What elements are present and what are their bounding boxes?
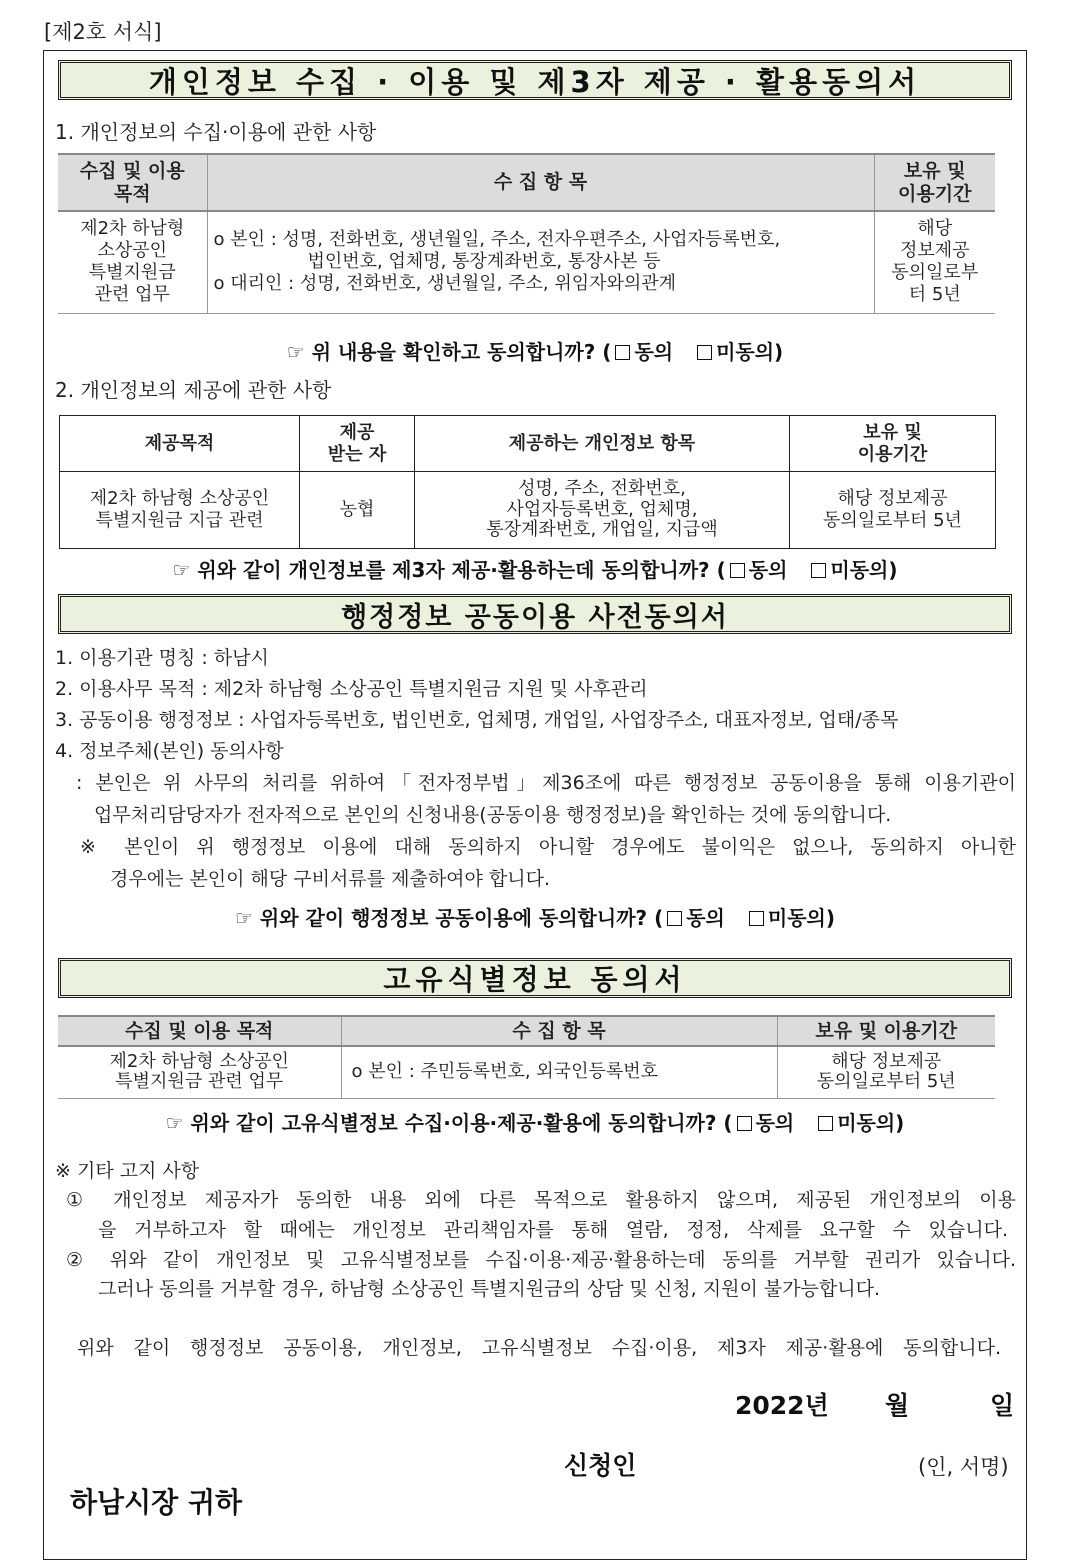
disagree-label-1: 미동의): [716, 340, 784, 364]
admin-consent-line-2: 업무처리담당자가 전자적으로 본인의 신청내용(공동이용 행정정보)을 확인하는 것에 동의합니다.: [94, 804, 892, 826]
admin-note-line-2: 경우에는 본인이 해당 구비서류를 제출하여야 합니다.: [110, 868, 551, 890]
confirm-collection-use: [43, 336, 1027, 365]
date-year: 2022년: [735, 1391, 829, 1420]
disagree-checkbox-2[interactable]: [811, 563, 826, 578]
provision-section-title: 2. 개인정보의 제공에 관한 사항: [55, 378, 332, 402]
disagree-checkbox-3[interactable]: [749, 911, 764, 926]
self-items-prefix: o 본인 :: [213, 229, 283, 251]
agent-items: o 대리인 : 성명, 전화번호, 생년월일, 주소, 위임자와의관계: [213, 273, 677, 295]
uid-period-header: 보유 및 이용기간: [777, 1016, 995, 1046]
admin-line-2: 2. 이용사무 목적 : 제2차 하남형 소상공인 특별지원금 지원 및 사후관리: [55, 678, 648, 700]
notice-title: ※ 기타 고지 사항: [55, 1160, 200, 1182]
applicant-label: 신청인: [564, 1451, 637, 1480]
recipient-header: 제공 받는 자: [300, 416, 415, 472]
collection-use-table: [58, 153, 995, 314]
agree-label-2: 동의: [748, 558, 788, 582]
notice-item2-line2: 그러나 동의를 거부할 경우, 하남형 소상공인 특별지원금의 상담 및 신청, 지원이 불가능합니다.: [98, 1278, 881, 1300]
admin-line-1: 1. 이용기관 명칭 : 하남시: [55, 647, 269, 669]
purpose-cell: 제2차 하남형 소상공인 특별지원금 관련 업무: [58, 211, 207, 313]
admin-line-4: 4. 정보주체(본인) 동의사항: [55, 740, 284, 762]
agree-label-1: 동의: [634, 340, 674, 364]
notice-item1-line1: ① 개인정보 제공자가 동의한 내용 외에 다른 목적으로 활용하지 않으며, 제공된 개인정보의 이용: [66, 1189, 1016, 1211]
personal-info-consent-banner: 개인정보 수집 · 이용 및 제3자 제공 · 활용동의서: [58, 60, 1012, 100]
agree-checkbox-1[interactable]: [615, 345, 630, 360]
provision-period-header: 보유 및 이용기간: [790, 416, 996, 472]
notice-item2-line1: ② 위와 같이 개인정보 및 고유식별정보를 수집·이용·제공·활용하는데 동의를 거부할 권리가 있습니다.: [66, 1249, 1016, 1271]
admin-info-consent-banner: 행정정보 공동이용 사전동의서: [58, 594, 1012, 634]
disagree-label-2: 미동의): [830, 558, 898, 582]
purpose-header: 수집 및 이용 목적: [58, 154, 207, 211]
admin-consent-line-1: : 본인은 위 사무의 처리를 위하여「전자정부법」제36조에 따른 행정정보 공동이용을 통해 이용기관이: [76, 772, 1016, 794]
admin-line-3: 3. 공동이용 행정정보 : 사업자등록번호, 법인번호, 업체명, 개업일, 사업장주소, 대표자정보, 업태/종목: [55, 709, 899, 731]
date-day: 일: [990, 1391, 1015, 1420]
unique-id-table: [58, 1015, 995, 1099]
notice-item1-line2: 을 거부하고자 할 때에는 개인정보 관리책임자를 통해 열람, 정정, 삭제를 요구할 수 있습니다.: [98, 1219, 1008, 1241]
confirm-admin-info: [43, 902, 1027, 931]
provision-purpose-header: 제공목적: [60, 416, 300, 472]
uid-period-cell: 해당 정보제공 동의일로부터 5년: [777, 1046, 995, 1098]
agree-label-3: 동의: [686, 906, 725, 930]
period-header: 보유 및 이용기간: [874, 154, 995, 211]
unique-id-consent-banner: 고유식별정보 동의서: [58, 958, 1012, 998]
agree-checkbox-4[interactable]: [737, 1116, 752, 1131]
confirm-unique-id-text: ☞ 위와 같이 고유식별정보 수집·이용·제공·활용에 동의합니까? (: [165, 1111, 733, 1135]
provided-items-header: 제공하는 개인정보 항목: [415, 416, 790, 472]
provided-items-cell: 성명, 주소, 전화번호, 사업자등록번호, 업체명, 통장계좌번호, 개업일, 지급액: [415, 472, 790, 549]
confirm-admin-info-text: ☞ 위와 같이 행정정보 공동이용에 동의합니까? (: [235, 906, 664, 930]
uid-items-cell: o 본인 : 주민등록번호, 외국인등록번호: [341, 1046, 777, 1098]
recipient-cell: 농협: [300, 472, 415, 549]
recipient-address: 하남시장 귀하: [70, 1486, 243, 1519]
uid-items-header: 수 집 항 목: [341, 1016, 777, 1046]
agree-label-4: 동의: [755, 1111, 795, 1135]
confirm-collection-use-text: ☞ 위 내용을 확인하고 동의합니까? (: [286, 340, 612, 364]
agree-checkbox-3[interactable]: [667, 911, 682, 926]
self-items-line2: 법인번호, 업체명, 통장계좌번호, 통장사본 등: [307, 251, 661, 273]
agree-checkbox-2[interactable]: [730, 563, 745, 578]
confirm-third-party-text: ☞ 위와 같이 개인정보를 제3자 제공·활용하는데 동의합니까? (: [172, 558, 726, 582]
disagree-checkbox-4[interactable]: [818, 1116, 833, 1131]
self-items-line1: 성명, 전화번호, 생년월일, 주소, 전자우편주소, 사업자등록번호,: [282, 229, 781, 251]
admin-note-line-1: ※ 본인이 위 행정정보 이용에 대해 동의하지 아니할 경우에도 불이익은 없으나, 동의하지 아니한: [80, 836, 1016, 858]
form-number-label: [제2호 서식]: [44, 20, 162, 44]
disagree-label-4: 미동의): [837, 1111, 905, 1135]
seal-signature-label: (인, 서명): [918, 1455, 1009, 1479]
uid-purpose-cell: 제2차 하남형 소상공인 특별지원금 관련 업무: [58, 1046, 341, 1098]
collection-use-section-title: 1. 개인정보의 수집·이용에 관한 사항: [55, 120, 377, 144]
third-party-provision-table: [59, 415, 996, 549]
period-cell: 해당 정보제공 동의일로부 터 5년: [874, 211, 995, 313]
provision-period-cell: 해당 정보제공 동의일로부터 5년: [790, 472, 996, 549]
provision-purpose-cell: 제2차 하남형 소상공인 특별지원금 지급 관련: [60, 472, 300, 549]
disagree-checkbox-1[interactable]: [697, 345, 712, 360]
disagree-label-3: 미동의): [767, 906, 835, 930]
confirm-unique-id: [43, 1107, 1027, 1136]
date-month: 월: [885, 1391, 910, 1420]
final-consent-statement: 위와 같이 행정정보 공동이용, 개인정보, 고유식별정보 수집·이용, 제3자 제공·활용에 동의합니다.: [77, 1337, 1001, 1359]
items-header: 수 집 항 목: [207, 154, 874, 211]
uid-purpose-header: 수집 및 이용 목적: [58, 1016, 341, 1046]
collection-items-cell: [207, 211, 874, 313]
confirm-third-party: [43, 554, 1027, 583]
